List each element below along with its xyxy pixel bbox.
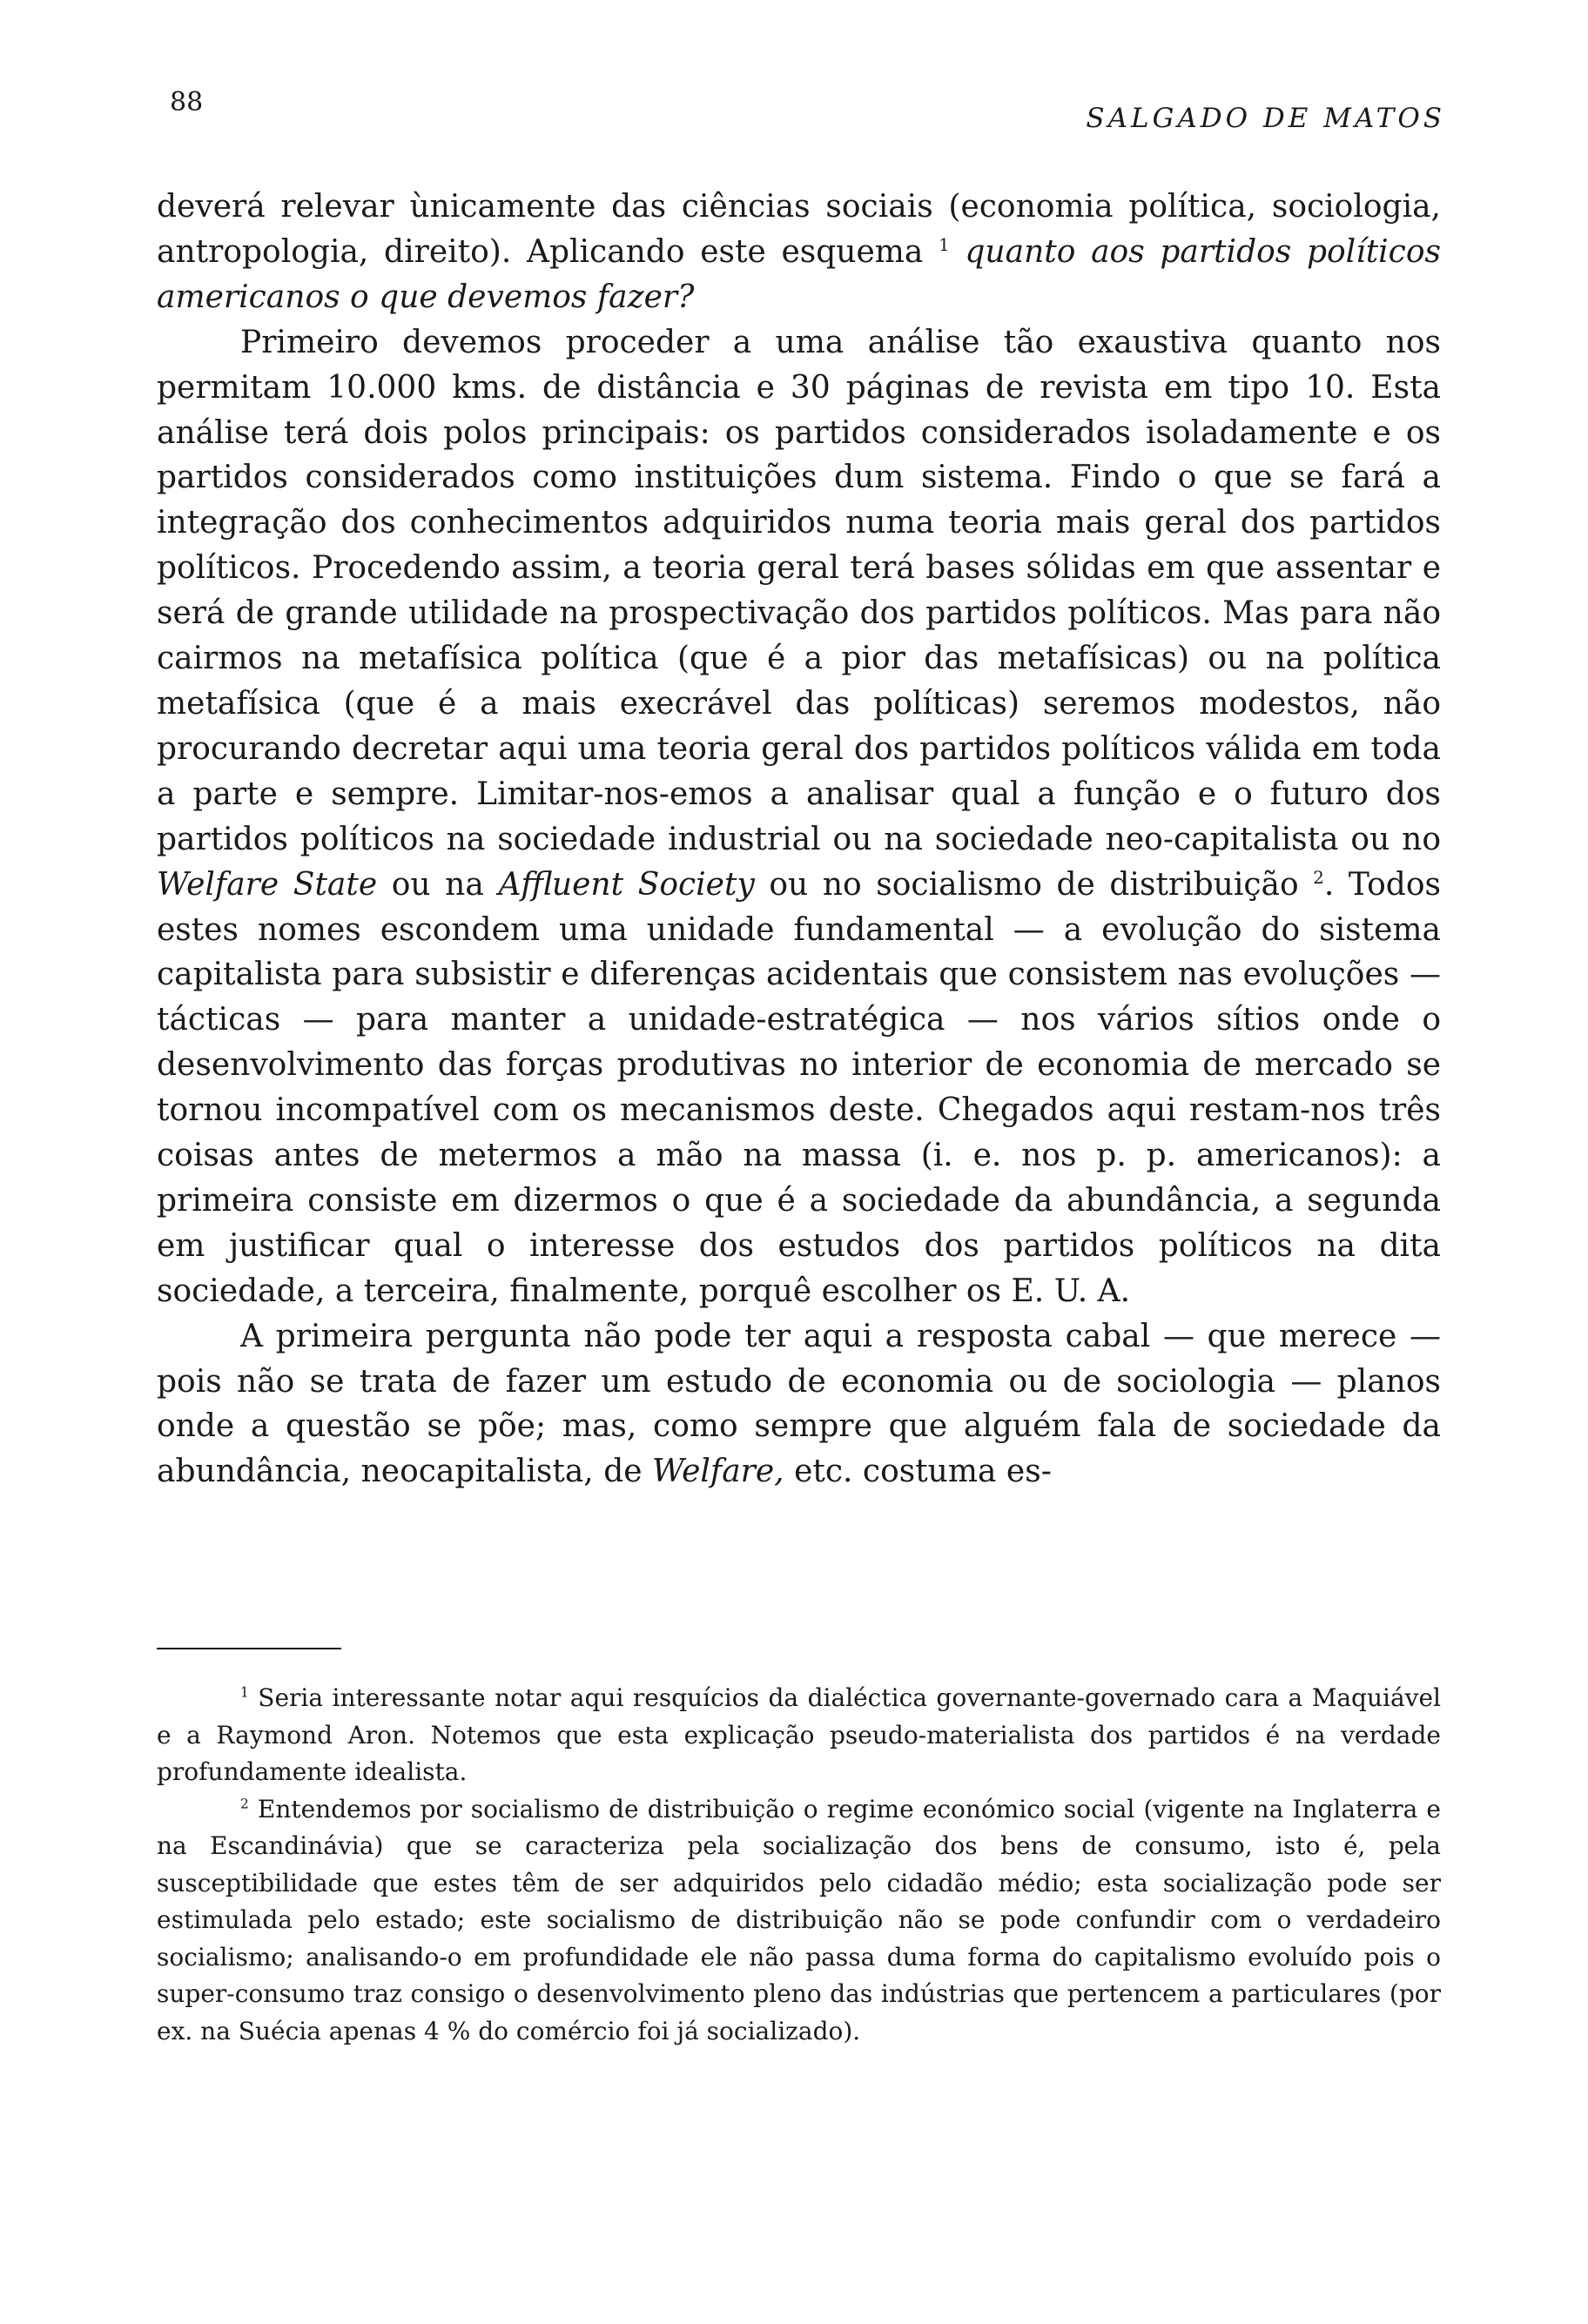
italic-phrase: quanto aos partidos políticos americanos o que devemos fazer? xyxy=(157,233,1441,315)
running-head: SALGADO DE MATOS xyxy=(1086,103,1445,134)
footnote-1 xyxy=(157,1680,1441,1791)
paragraph-text: ou na xyxy=(377,866,499,903)
footnote-ref-2: 2 xyxy=(1313,867,1324,888)
footnotes xyxy=(157,1680,1441,2050)
italic-phrase: Welfare, xyxy=(652,1454,784,1490)
italic-phrase: Welfare State xyxy=(157,866,378,903)
page-number: 88 xyxy=(170,87,204,118)
paragraph-text xyxy=(950,234,966,270)
paragraph-2 xyxy=(157,320,1441,1314)
footnote-divider xyxy=(157,1648,341,1649)
paragraph-text: A primeira pergunta não pode ter aqui a resposta cabal — que merece — pois não se trata de fazer um estudo de economia ou de sociologia — planos onde a questão se põe; mas, como sempre que alguém fala de sociedade da abundância, neocapitalista, de xyxy=(157,1318,1441,1490)
page-header xyxy=(170,87,1445,139)
footnote-text: Seria interessante notar aqui resquícios da dialéctica governante-governado cara a Maquiável e a Raymond Aron. Notemos que esta explicação pseudo-materialista dos partidos é na verdade profundamente idealista. xyxy=(157,1683,1441,1786)
footnote-text: Entendemos por socialismo de distribuição o regime económico social (vigente na Inglaterra e na Escandinávia) que se caracteriza pela socialização dos bens de consumo, isto é, pela susceptibilidade que estes têm de ser adquiridos pelo cidadão médio; esta socialização pode ser estimulada pelo estado; este socialismo de distribuição não se pode confundir com o verdadeiro socialismo; analisando-o em profundidade ele não passa duma forma do capitalismo evoluído pois o super-consumo traz consigo o desenvolvimento pleno das indústrias que pertencem a particulares (por ex. na Suécia apenas 4 % do comércio foi já socializado). xyxy=(157,1794,1441,2045)
paragraph-text: Primeiro devemos proceder a uma análise tão exaustiva quanto nos permitam 10.000 kms. de distância e 30 páginas de revista em tipo 10. Esta análise terá dois polos principais: os partidos considerados isoladamente e os partidos considerados como instituições dum sistema. Findo o que se fará a integração dos conhecimentos adquiridos numa teoria mais geral dos partidos políticos. Procedendo assim, a teoria geral terá bases sólidas em que assentar e será de grande utilidade na prospectivação dos partidos políticos. Mas para não cairmos na metafísica política (que é a pior das metafísicas) ou na política metafísica (que é a mais execrável das políticas) seremos modestos, não procurando decretar aqui uma teoria geral dos partidos políticos válida em toda a parte e sempre. Limitar-nos-emos a analisar qual a função e o futuro dos partidos políticos na sociedade industrial ou na sociedade neo-capitalista ou no xyxy=(157,324,1441,857)
footnote-marker: 2 xyxy=(240,1796,249,1812)
footnote-2 xyxy=(157,1791,1441,2051)
paragraph-text: deverá relevar ùnicamente das ciências sociais (economia política, sociologia, antropologia, direito). Aplicando este esquema xyxy=(157,189,1441,270)
paragraph-3 xyxy=(157,1314,1441,1495)
footnote-marker: 1 xyxy=(240,1684,249,1701)
paragraph-1 xyxy=(157,185,1441,320)
paragraph-text: etc. costuma es- xyxy=(784,1454,1052,1490)
paragraph-text: ou no socialismo de distribuição xyxy=(754,866,1314,903)
footnote-ref-1: 1 xyxy=(939,234,950,255)
paragraph-text: . Todos estes nomes escondem uma unidade fundamental — a evolução do sistema capitalista para subsistir e diferenças acidentais que consistem nas evoluções — tácticas — para manter a unidade-estratégica — nos vários sítios onde o desenvolvimento das forças produtivas no interior de economia de mercado se tornou incompatível com os mecanismos deste. Chegados aqui restam-nos três coisas antes de metermos a mão na massa (i. e. nos p. p. americanos): a primeira consiste em dizermos o que é a sociedade da abundância, a segunda em justificar qual o interesse dos estudos dos partidos políticos na dita sociedade, a terceira, finalmente, porquê escolher os E. U. A. xyxy=(157,866,1441,1309)
body-text xyxy=(157,185,1441,1494)
italic-phrase: Affluent Society xyxy=(498,866,755,903)
